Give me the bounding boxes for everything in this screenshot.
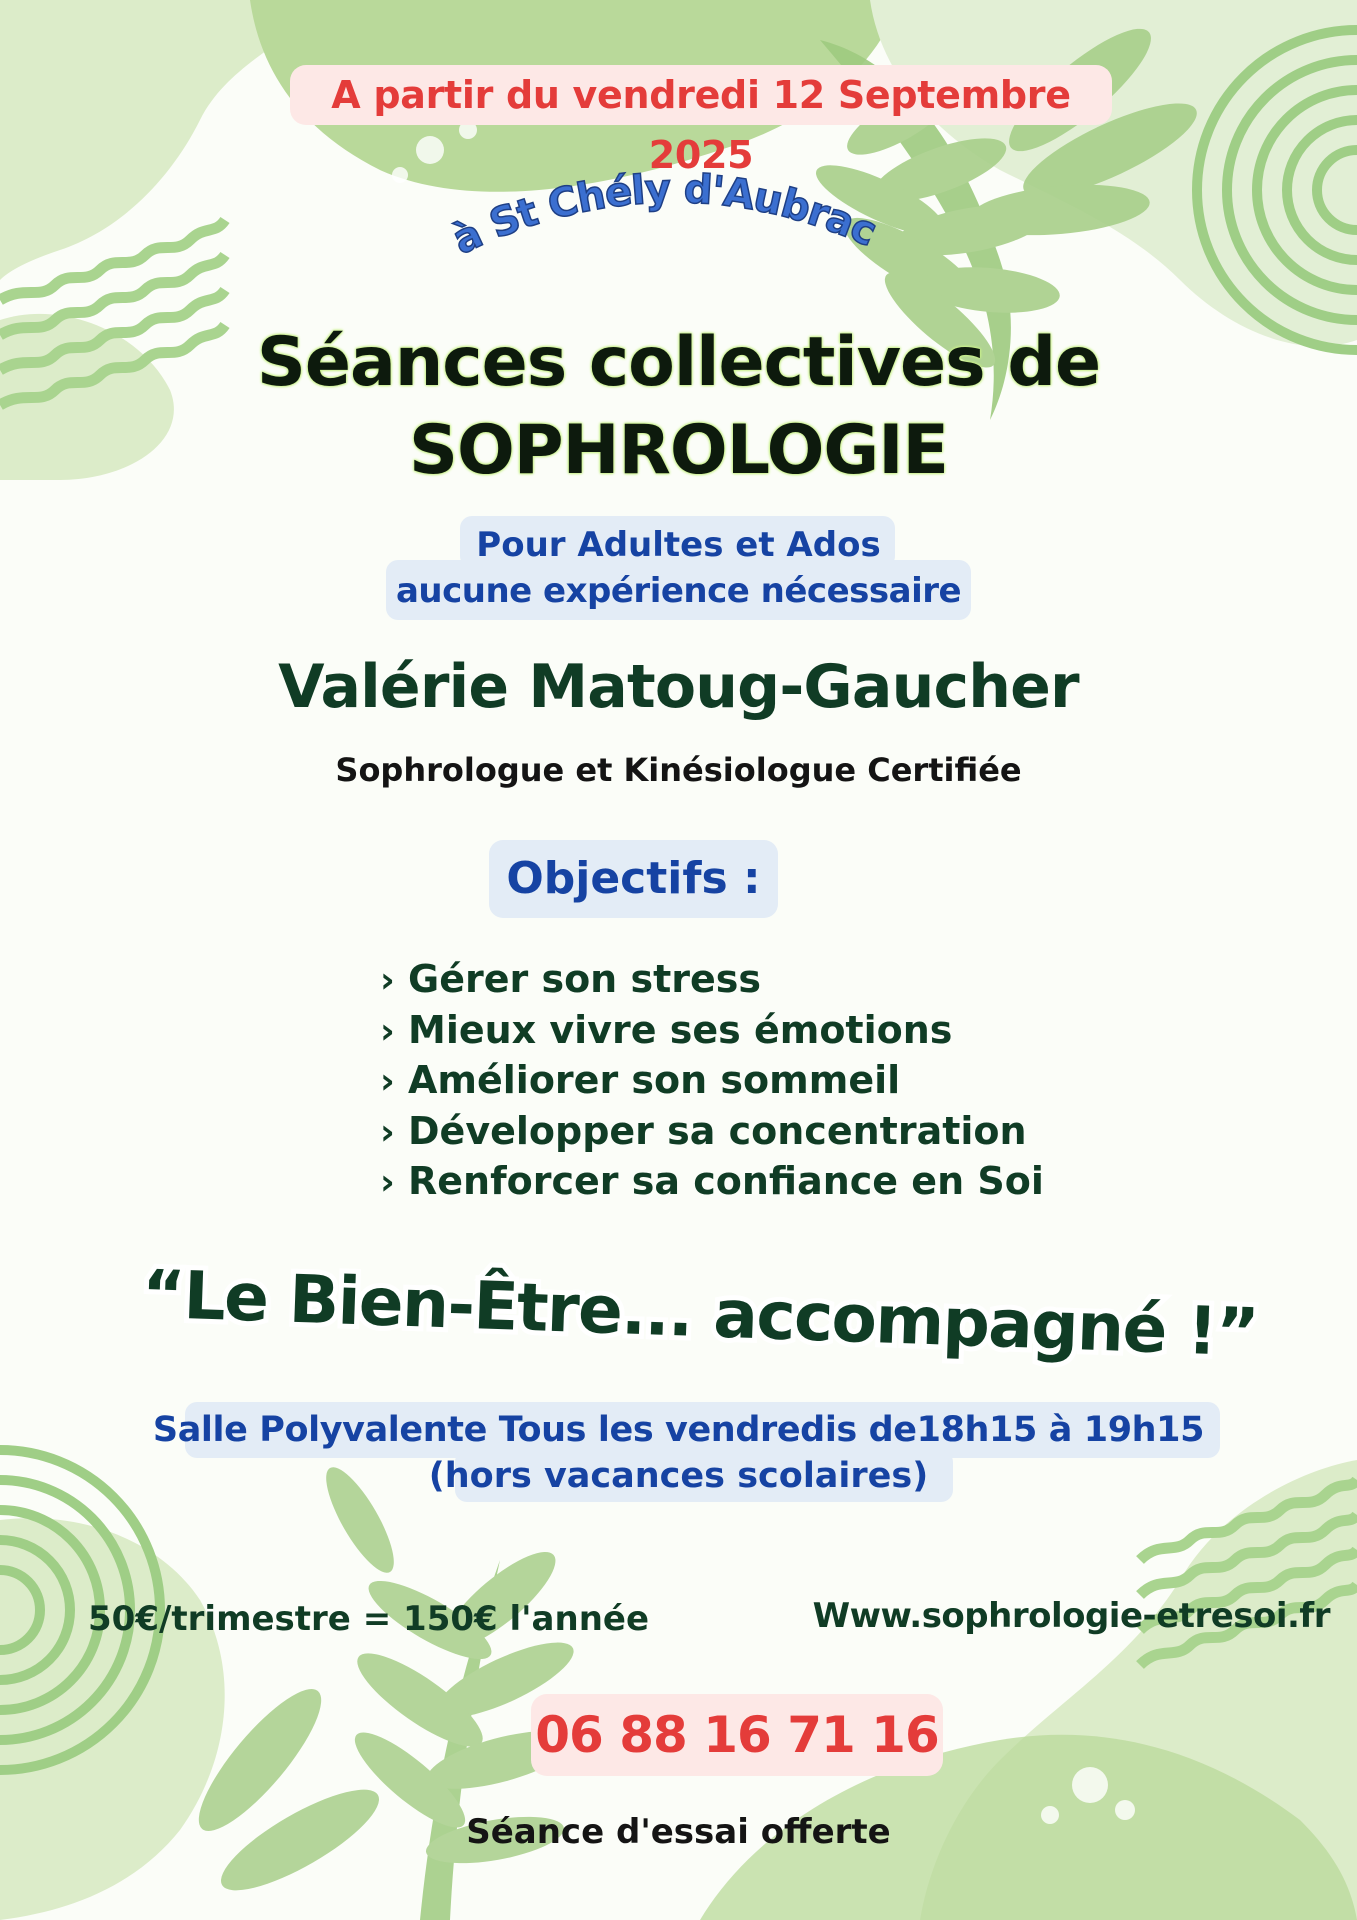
- chevron-right-icon: ›: [380, 1111, 395, 1153]
- objective-item: › Mieux vivre ses émotions: [380, 1006, 1080, 1057]
- phone-number[interactable]: 06 88 16 71 16: [535, 1706, 939, 1764]
- practitioner-name: Valérie Matoug-Gaucher: [278, 652, 1079, 722]
- price-text: 50€/trimestre = 150€ l'année: [88, 1599, 650, 1639]
- objectives-heading: Objectifs :: [506, 853, 761, 904]
- objective-item: › Renforcer sa confiance en Soi: [380, 1157, 1080, 1208]
- website-link[interactable]: Www.sophrologie-etresoi.fr: [812, 1596, 1330, 1636]
- main-title-line2: SOPHROLOGIE: [409, 411, 948, 490]
- objectives-list: [380, 955, 1080, 1208]
- chevron-right-icon: ›: [380, 1061, 395, 1102]
- audience-line1: Pour Adultes et Ados: [476, 525, 881, 565]
- dot: [1072, 1767, 1108, 1803]
- slogan-text: “Le Bien-Être... accompagné !”: [140, 1255, 1260, 1372]
- location-curved-title: [395, 150, 935, 290]
- chevron-right-icon: ›: [380, 1010, 395, 1052]
- objective-item: › Développer sa concentration: [380, 1107, 1080, 1158]
- audience-line2: aucune expérience nécessaire: [395, 571, 962, 611]
- venue-schedule: Salle Polyvalente Tous les vendredis de18h15 à 19h15: [152, 1410, 1205, 1450]
- svg-text:à St Chély d'Aubrac: [446, 166, 883, 264]
- free-trial-text: Séance d'essai offerte: [466, 1812, 891, 1852]
- date-badge: [290, 65, 1112, 177]
- chevron-right-icon: ›: [380, 960, 395, 1001]
- slogan: [100, 1240, 1300, 1380]
- objective-item: › Améliorer son sommeil: [380, 1056, 1080, 1107]
- objective-item: › Gérer son stress: [380, 955, 1080, 1006]
- venue-note: (hors vacances scolaires): [428, 1456, 929, 1496]
- start-date-text: A partir du vendredi 12 Septembre 2025: [331, 73, 1071, 177]
- main-title-line1: Séances collectives de: [256, 323, 1101, 402]
- chevron-right-icon: ›: [380, 1162, 395, 1203]
- practitioner-role: Sophrologue et Kinésiologue Certifiée: [335, 751, 1022, 789]
- location-text: à St Chély d'Aubrac: [445, 166, 883, 264]
